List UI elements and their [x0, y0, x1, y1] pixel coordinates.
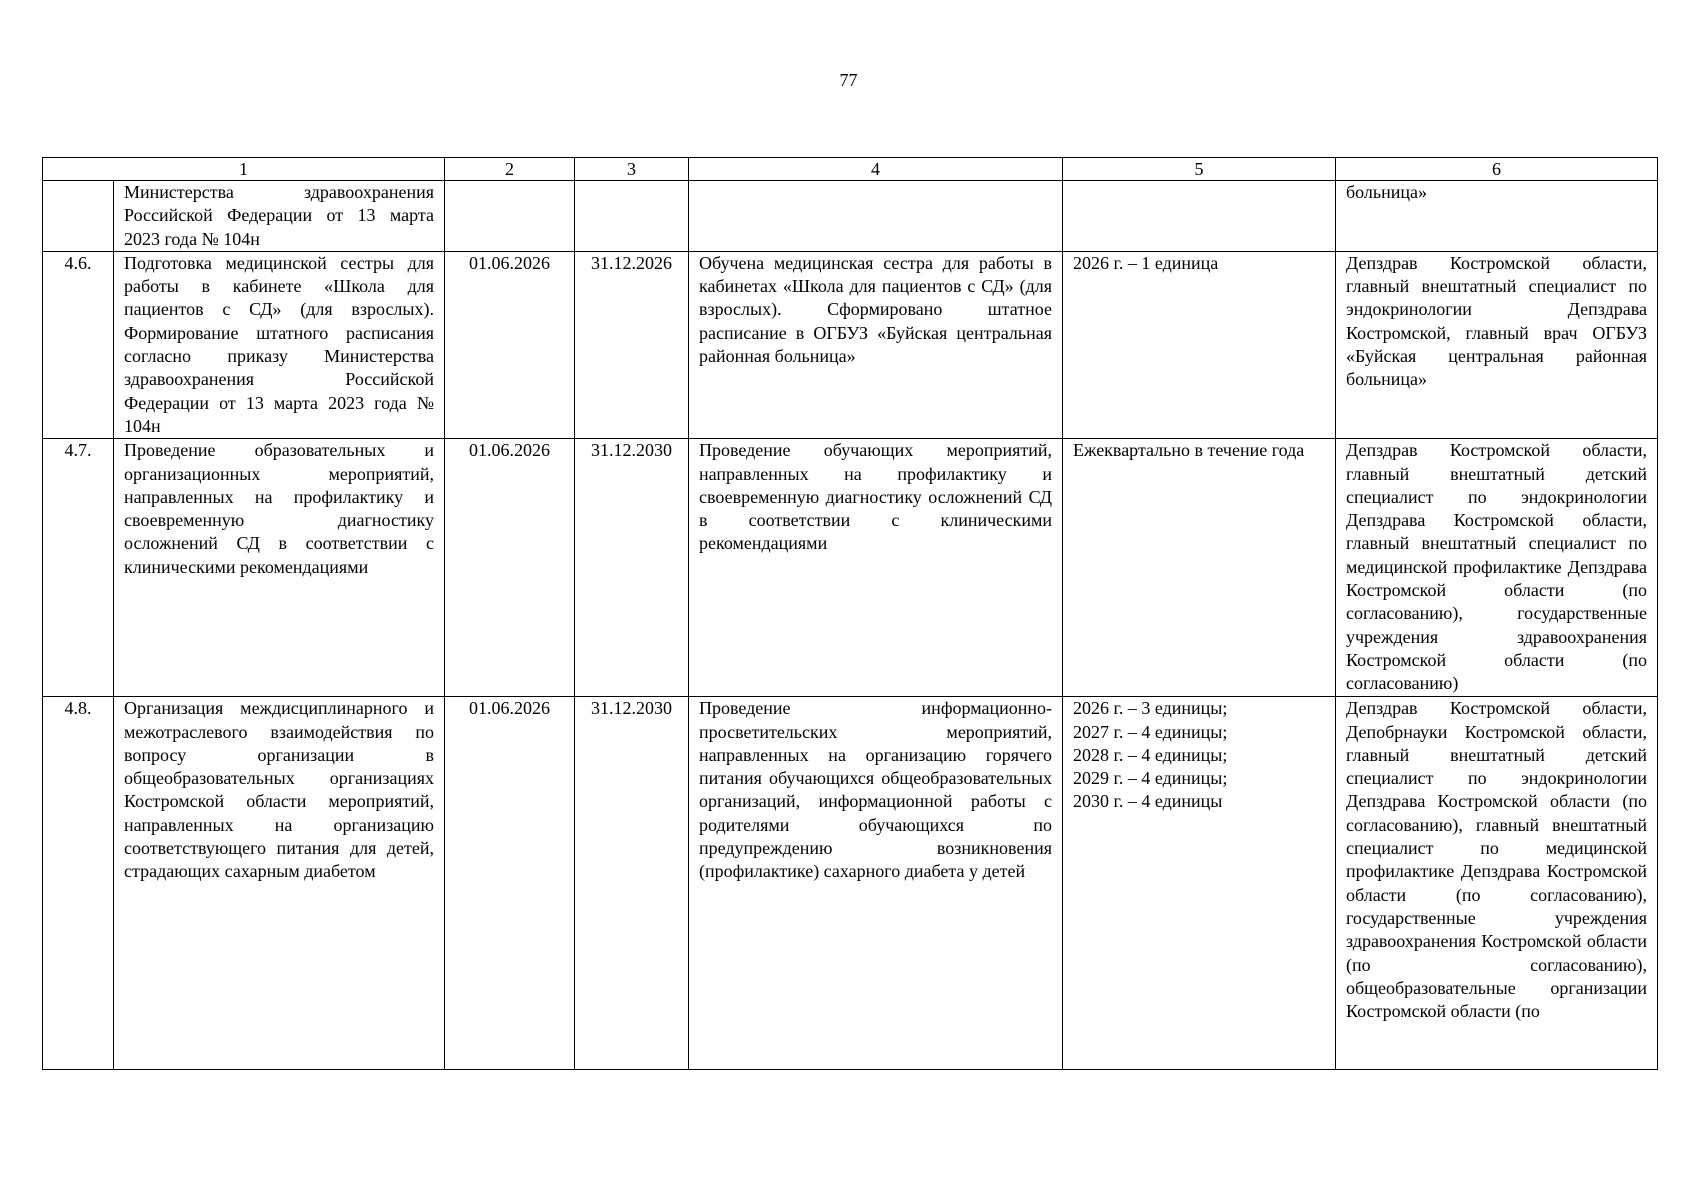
column-header-2: 2 [445, 158, 575, 181]
indicator-cell: 2026 г. – 1 единица [1063, 251, 1336, 438]
end-date-cell: 31.12.2026 [575, 251, 689, 438]
column-header-5: 5 [1063, 158, 1336, 181]
row-number: 4.8. [43, 697, 114, 1070]
result-cell: Проведение информационно-просветительских мероприятий, направленных на организацию горячего питания обучающихся общеобразовательных организаций, информационной работы с родителями обучающихся по предупреждению возникновения (профилактике) сахарного диабета у детей [689, 697, 1063, 1070]
result-cell: Проведение обучающих мероприятий, направленных на профилактику и своевременную диагностику осложнений СД в соответствии с клиническими рекомендациями [689, 439, 1063, 697]
table-row [43, 439, 1658, 697]
row-number: 4.6. [43, 251, 114, 438]
indicator-cell: Ежеквартально в течение года [1063, 439, 1336, 697]
start-date-cell [445, 181, 575, 252]
responsible-cell: Депздрав Костромской области, главный внештатный специалист по эндокринологии Депздрава Костромской, главный врач ОГБУЗ «Буйская центральная районная больница» [1336, 251, 1658, 438]
indicator-line: 2029 г. – 4 единицы; [1073, 768, 1228, 789]
indicator-cell [1063, 697, 1336, 1070]
table-row [43, 251, 1658, 438]
activity-cell: Подготовка медицинской сестры для работы в кабинете «Школа для пациентов с СД» (для взрослых). Формирование штатного расписания согласно приказу Министерства здравоохранения Российской Федерации от 13 марта 2023 года № 104н [114, 251, 445, 438]
result-cell: Обучена медицинская сестра для работы в кабинетах «Школа для пациентов с СД» (для взрослых). Сформировано штатное расписание в ОГБУЗ «Буйская центральная районная больница» [689, 251, 1063, 438]
responsible-cell: Депздрав Костромской области, Депобрнауки Костромской области, главный внештатный детский специалист по эндокринологии Депздрава Костромской области (по согласованию), главный внештатный специалист по медицинской профилактике Депздрава Костромской области (по согласованию), государственные учреждения здравоохранения Костромской области (по согласованию), общеобразовательные организации Костромской области (по [1336, 697, 1658, 1070]
activity-cell: Проведение образовательных и организационных мероприятий, направленных на профилактику и своевременную диагностику осложнений СД в соответствии с клиническими рекомендациями [114, 439, 445, 697]
indicator-line: 2028 г. – 4 единицы; [1073, 744, 1228, 765]
end-date-cell: 31.12.2030 [575, 439, 689, 697]
end-date-cell: 31.12.2030 [575, 697, 689, 1070]
activity-cell: Организация междисциплинарного и межотраслевого взаимодействия по вопросу организации в общеобразовательных организациях Костромской области мероприятий, направленных на организацию соответствующего питания для детей, страдающих сахарным диабетом [114, 697, 445, 1070]
column-header-4: 4 [689, 158, 1063, 181]
page-number: 77 [839, 70, 858, 90]
activity-cell: Министерства здравоохранения Российской Федерации от 13 марта 2023 года № 104н [114, 181, 445, 252]
column-header-3: 3 [575, 158, 689, 181]
indicator-line: 2030 г. – 4 единицы [1073, 791, 1223, 812]
responsible-cell: больница» [1336, 181, 1658, 252]
indicator-cell [1063, 181, 1336, 252]
column-header-1: 1 [43, 158, 445, 181]
result-cell [689, 181, 1063, 252]
row-number: 4.7. [43, 439, 114, 697]
start-date-cell: 01.06.2026 [445, 251, 575, 438]
row-number [43, 181, 114, 252]
table-row [43, 181, 1658, 252]
start-date-cell: 01.06.2026 [445, 697, 575, 1070]
table-header-row [43, 158, 1658, 181]
column-header-6: 6 [1336, 158, 1658, 181]
indicator-line: 2026 г. – 3 единицы; [1073, 698, 1228, 719]
indicator-line: 2027 г. – 4 единицы; [1073, 721, 1228, 742]
table-row [43, 697, 1658, 1070]
end-date-cell [575, 181, 689, 252]
plan-table [42, 157, 1658, 1070]
start-date-cell: 01.06.2026 [445, 439, 575, 697]
responsible-cell: Депздрав Костромской области, главный внештатный детский специалист по эндокринологии Депздрава Костромской области, главный внештатный специалист по медицинской профилактике Депздрава Костромской области (по согласованию), государственные учреждения здравоохранения Костромской области (по согласованию) [1336, 439, 1658, 697]
